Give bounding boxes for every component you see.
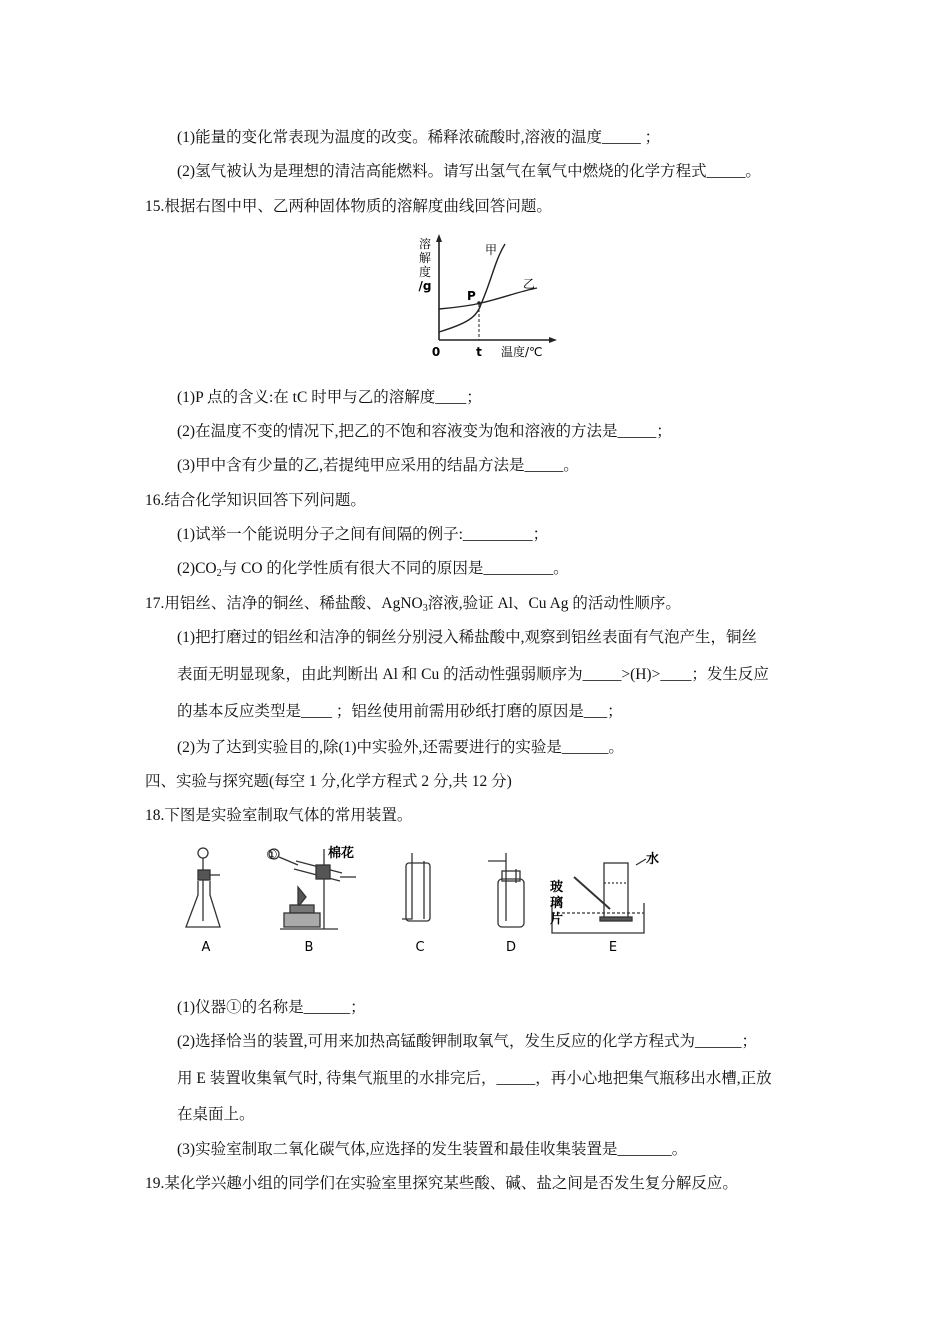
glass-label-2: 璃: [550, 896, 564, 911]
q16-stem: 16.结合化学知识回答下列问题。: [145, 492, 366, 509]
x-axis-arrow: [549, 337, 557, 343]
q14-part1: (1)能量的变化常表现为温度的改变。稀释浓硫酸时,溶液的温度_____ ；: [177, 129, 661, 146]
label-a: A: [201, 940, 211, 955]
apparatus-d: [488, 853, 524, 927]
q18-part2-line3: 在桌面上。: [177, 1106, 255, 1123]
q17-part1-line2: 表面无明显现象，由此判断出 Al 和 Cu 的活动性强弱顺序为_____>(H)>____；发生反应: [177, 666, 769, 683]
q17-part1-line3: 的基本反应类型是____ ；铝丝使用前需用砂纸打磨的原因是___；: [177, 703, 623, 720]
q15-stem: 15.根据右图中甲、乙两种固体物质的溶解度曲线回答问题。: [145, 198, 552, 215]
apparatus-e: [552, 859, 646, 933]
label-origin: 0: [431, 345, 441, 359]
point-p-mark: [477, 301, 481, 305]
glass-label-1: 玻: [550, 880, 564, 895]
ylabel-3: 度: [418, 265, 432, 279]
ylabel-1: 溶: [418, 237, 432, 251]
label-yi: 乙: [523, 277, 536, 291]
q17-part1-line1: (1)把打磨过的铝丝和洁净的铜丝分别浸入稀盐酸中,观察到铝丝表面有气泡产生，铜丝: [177, 629, 757, 646]
apparatus-b: [269, 849, 356, 929]
q15-part2: (2)在温度不变的情况下,把乙的不饱和容液变为饱和溶液的方法是_____；: [177, 423, 672, 440]
section-4-heading: 四、实验与探究题(每空 1 分,化学方程式 2 分,共 12 分): [145, 773, 512, 790]
label-e: E: [608, 940, 618, 955]
q19-stem: 19.某化学兴趣小组的同学们在实验室里探究某些酸、碱、盐之间是否发生复分解反应。: [145, 1175, 738, 1192]
ylabel-4: /g: [418, 279, 432, 293]
q17-stem: 17.用铝丝、洁净的铜丝、稀盐酸、AgNO$_3$溶液,验证 Al、Cu Ag 的活动性顺序。: [145, 595, 681, 614]
label-p: P: [467, 289, 476, 303]
label-d: D: [505, 940, 517, 955]
apparatus-c: [402, 853, 430, 921]
label-jia: 甲: [485, 243, 498, 257]
apparatus-a: [186, 848, 220, 927]
q18-part2-line1: (2)选择恰当的装置,可用来加热高锰酸钾制取氧气，发生反应的化学方程式为______；: [177, 1033, 757, 1050]
cotton-label: 棉花: [328, 846, 355, 861]
q15-part1: (1)P 点的含义:在 tC 时甲与乙的溶解度____；: [177, 389, 482, 406]
q18-part3: (3)实验室制取二氧化碳气体,应选择的发生装置和最佳收集装置是_______。: [177, 1141, 688, 1158]
q16-part1: (1)试举一个能说明分子之间有间隔的例子:_________；: [177, 526, 549, 543]
q16-part2: $(2)CO_2$与 CO 的化学性质有很大不同的原因是_________。: [177, 560, 569, 579]
x-axis-label: 温度/℃: [501, 345, 543, 359]
label-c: C: [415, 940, 425, 955]
label-b: B: [304, 940, 314, 955]
q14-part2: (2)氢气被认为是理想的清洁高能燃料。请写出氢气在氧气中燃烧的化学方程式_____。: [177, 163, 761, 180]
q18-part1: (1)仪器①的名称是______；: [177, 999, 366, 1016]
circle1-label: ①: [266, 848, 278, 863]
y-axis-arrow: [436, 234, 442, 242]
ylabel-2: 解: [418, 251, 432, 265]
q18-stem: 18.下图是实验室制取气体的常用装置。: [145, 807, 413, 824]
curve-jia: [439, 244, 505, 332]
solubility-graph: [415, 232, 565, 364]
water-label: 水: [646, 852, 660, 867]
curve-yi: [439, 288, 537, 309]
q17-part2: (2)为了达到实验目的,除(1)中实验外,还需要进行的实验是______。: [177, 739, 624, 756]
glass-label-3: 片: [550, 912, 564, 927]
label-t: t: [476, 345, 482, 359]
lab-apparatus-figure: [180, 843, 670, 958]
q15-part3: (3)甲中含有少量的乙,若提纯甲应采用的结晶方法是_____。: [177, 457, 579, 474]
q18-part2-line2: 用 E 装置收集氧气时, 待集气瓶里的水排完后，_____，再小心地把集气瓶移出水槽,正放: [177, 1070, 772, 1087]
